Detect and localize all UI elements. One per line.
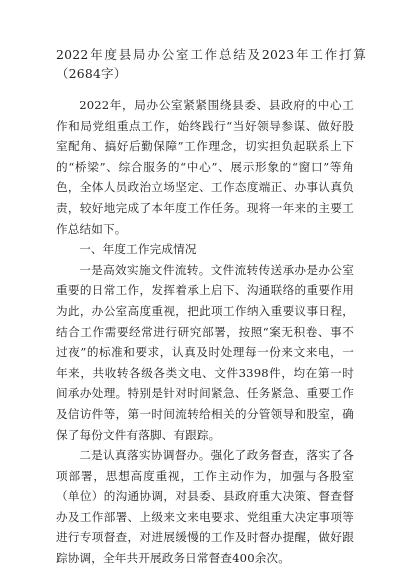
paragraph-document-flow: 一是高效实施文件流转。文件流转传送承办是办公室重要的日常工作，发挥着承上启下、沟通联络的重要作用为此，办公室高度重视，把此项工作纳入重要议事日程，结合工作需要经常进行研究部署，按照“案无积卷、事不过夜”的标准和要求，认真及时处理每一份来文来电，一年来，共收转各级各类文电、文件3398件，均在第一时间承办处理。特别是针对时间紧急、任务紧急、重要工作及信访件等，第一时间流转给相关的分管领导和股室，确保了每份文件有落脚、有跟踪。 xyxy=(56,262,354,442)
intro-paragraph: 2022年，局办公室紧紧围绕县委、县政府的中心工作和局党组重点工作，始终践行“当好领导参谋、做好股室配角、搞好后勤保障”工作理念，切实担负起联系上下的“桥梁”、综合服务的“中心”、展示形象的“窗口”等角色，全体人员政治立场坚定、工作态度端正、办事认真负责，较好地完成了本年度工作任务。现将一年来的主要工作总结如下。 xyxy=(56,98,354,236)
document-title: 2022年度县局办公室工作总结及2023年工作打算（2684字） xyxy=(56,47,366,81)
section-heading: 一、年度工作完成情况 xyxy=(79,242,197,257)
document-body xyxy=(56,95,354,569)
paragraph-coordination: 二是认真落实协调督办。强化了政务督查，落实了各项部署，思想高度重视，工作主动作为，加强与各股室（单位）的沟通协调，对县委、县政府重大决策、督查督办及工作部署、上级来文来电要求、党组重大决定事项等进行专项督查，对进展缓慢的工作及时督办提醒，做好跟踪协调，全年共开展政务日常督查400余次。 xyxy=(56,448,354,566)
